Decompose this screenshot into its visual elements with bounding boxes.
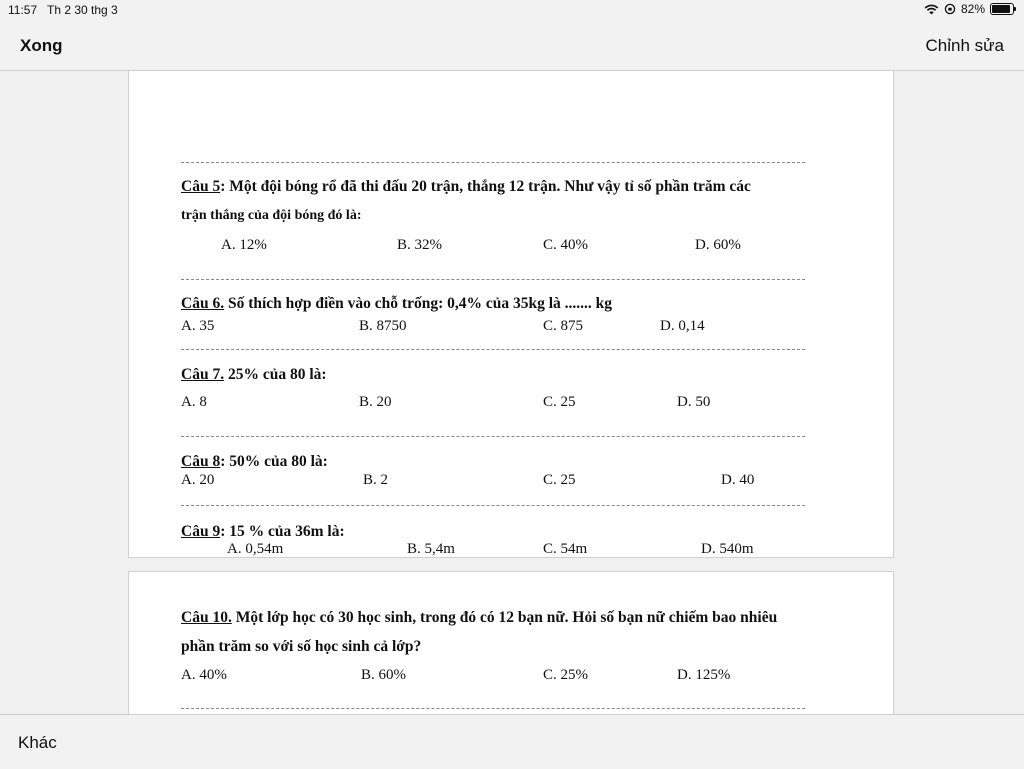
question-9-option-b: B. 5,4m — [407, 541, 455, 557]
question-9-number: Câu 9 — [181, 523, 221, 540]
document-page — [128, 71, 894, 558]
bottom-toolbar — [0, 714, 1024, 769]
question-7-number: Câu 7. — [181, 366, 225, 383]
question-10-text-line2: phần trăm so với số học sinh cả lớp? — [181, 638, 422, 655]
status-indicators — [924, 2, 1014, 16]
document-page — [128, 571, 894, 714]
question-10-option-a: A. 40% — [181, 667, 227, 683]
question-8-number: Câu 8 — [181, 453, 221, 470]
question-6-option-b: B. 8750 — [359, 318, 407, 334]
question-7-option-c: C. 25 — [543, 394, 576, 410]
question-5-option-c: C. 40% — [543, 237, 588, 253]
question-5-option-d: D. 60% — [695, 237, 741, 253]
wifi-icon — [924, 4, 939, 15]
separator-line — [181, 162, 805, 163]
question-8-option-a: A. 20 — [181, 472, 215, 488]
question-5-text: Câu 5: Một đội bóng rổ đã thi đấu 20 trận, thắng 12 trận. Như vậy tỉ số phần trăm các — [181, 178, 751, 195]
question-5-number: Câu 5 — [181, 178, 221, 195]
question-9-option-a: A. 0,54m — [227, 541, 284, 557]
question-6-option-a: A. 35 — [181, 318, 215, 334]
question-5-text-line2: trận thắng của đội bóng đó là: — [181, 208, 362, 223]
separator-line — [181, 436, 805, 437]
question-10-option-d: D. 125% — [677, 667, 731, 683]
question-6-option-c: C. 875 — [543, 318, 584, 334]
question-8-option-b: B. 2 — [363, 472, 389, 488]
question-7-option-b: B. 20 — [359, 394, 392, 410]
question-6-option-d: D. 0,14 — [660, 318, 705, 334]
question-8-option-c: C. 25 — [543, 472, 576, 488]
navigation-bar — [0, 22, 1024, 71]
status-bar — [0, 0, 1024, 22]
question-9-option-d: D. 540m — [701, 541, 754, 557]
question-7-option-a: A. 8 — [181, 394, 207, 410]
status-time: 11:57 — [8, 3, 38, 17]
question-6-number: Câu 6. — [181, 295, 225, 312]
question-9-option-c: C. 54m — [543, 541, 588, 557]
separator-line — [181, 279, 805, 280]
battery-percent: 82% — [960, 2, 985, 16]
orientation-lock-icon — [944, 3, 956, 15]
question-10-number: Câu 10. — [181, 609, 232, 626]
more-button[interactable]: Khác — [18, 733, 57, 752]
question-6-text: Câu 6. Số thích hợp điền vào chỗ trống: 0,4% của 35kg là ....... kg — [181, 295, 613, 312]
question-9-text: Câu 9: 15 % của 36m là: — [181, 523, 345, 540]
separator-line — [181, 349, 805, 350]
question-7-text: Câu 7. 25% của 80 là: — [181, 366, 327, 383]
question-10-text: Câu 10. Một lớp học có 30 học sinh, trong đó có 12 bạn nữ. Hỏi số bạn nữ chiếm bao nhiêu — [181, 609, 778, 626]
separator-line — [181, 505, 805, 506]
question-8-text: Câu 8: 50% của 80 là: — [181, 453, 328, 470]
question-5-option-b: B. 32% — [397, 237, 442, 253]
question-7-option-d: D. 50 — [677, 394, 711, 410]
separator-line — [181, 708, 805, 709]
question-10-option-b: B. 60% — [361, 667, 406, 683]
edit-button[interactable]: Chỉnh sửa — [925, 36, 1004, 55]
status-date: Th 2 30 thg 3 — [47, 3, 118, 17]
question-8-option-d: D. 40 — [721, 472, 755, 488]
battery-icon — [990, 3, 1014, 15]
question-5-option-a: A. 12% — [221, 237, 267, 253]
done-button[interactable]: Xong — [20, 36, 63, 55]
question-10-option-c: C. 25% — [543, 667, 588, 683]
document-viewer[interactable] — [0, 71, 1024, 714]
